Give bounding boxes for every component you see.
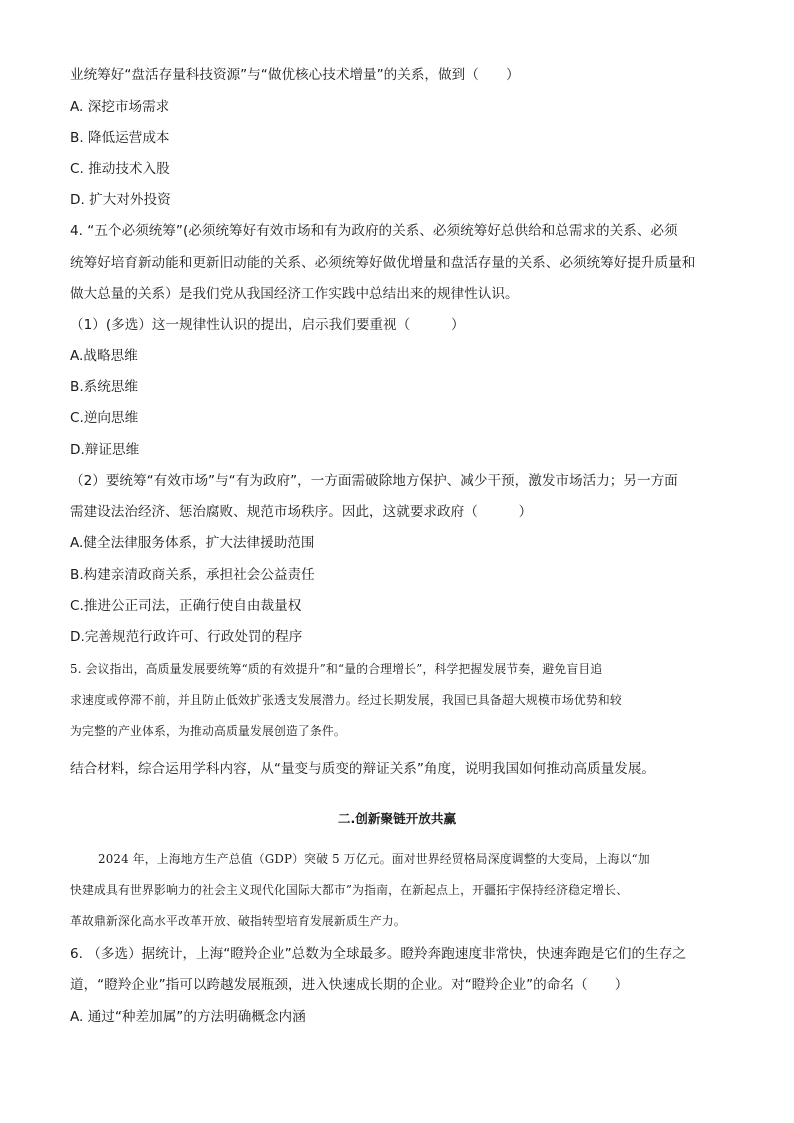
question-5-prompt: 结合材料，综合运用学科内容，从“量变与质变的辩证关系”角度，说明我国如何推动高质量发展。 — [70, 761, 656, 777]
q4-2-option-d: D.完善规范行政许可、行政处罚的程序 — [70, 629, 303, 645]
question-4-2-stem-line-1: （2）要统筹“有效市场”与“有为政府”，一方面需破除地方保护、减少干预，激发市场活力；另一方面 — [70, 473, 678, 489]
section-material-line-1: 2024 年，上海地方生产总值（GDP）突破 5 万亿元。面对世界经贸格局深度调整的大变局，上海以“加 — [98, 852, 650, 866]
q6-option-a: A. 通过“种差加属”的方法明确概念内涵 — [70, 1009, 306, 1025]
q3-option-a: A. 深挖市场需求 — [70, 99, 170, 115]
question-6-stem-line-2: 道，“瞪羚企业”指可以跨越发展瓶颈，进入快速成长期的企业。对“瞪羚企业”的命名（ ） — [70, 977, 629, 993]
q3-option-b: B. 降低运营成本 — [70, 130, 170, 146]
q4-1-option-b: B.系统思维 — [70, 379, 139, 395]
q3-option-c: C. 推动技术入股 — [70, 161, 170, 177]
section-title: 二.创新聚链开放共赢 — [337, 811, 457, 826]
question-4-stem-line-3: 做大总量的关系）是我们党从我国经济工作实践中总结出来的规律性认识。 — [70, 286, 519, 302]
question-5-material-line-2: 求速度或停滞不前，并且防止低效扩张透支发展潜力。经过长期发展，我国已具备超大规模市场优势和较 — [70, 693, 622, 707]
question-4-1-stem: （1）(多选）这一规律性认识的提出，启示我们要重视（ ） — [70, 317, 465, 333]
question-5-material-line-1: 5. 会议指出，高质量发展要统筹“质的有效提升”和“量的合理增长”，科学把握发展节奏，避免盲目追 — [70, 662, 603, 676]
section-material-line-3: 革故鼎新深化高水平改革开放、破指转型培育发展新质生产力。 — [70, 914, 406, 928]
q4-2-option-b: B.构建亲清政商关系，承担社会公益责任 — [70, 567, 315, 583]
question-5-material-line-3: 为完整的产业体系，为推动高质量发展创造了条件。 — [70, 724, 346, 738]
q4-2-option-c: C.推进公正司法，正确行使自由裁量权 — [70, 598, 302, 614]
question-4-2-stem-line-2: 需建设法治经济、惩治腐败、规范市场秩序。因此，这就要求政府（ ） — [70, 504, 533, 520]
q4-1-option-c: C.逆向思维 — [70, 410, 139, 426]
q4-2-option-a: A.健全法律服务体系，扩大法律援助范围 — [70, 535, 315, 551]
question-3-stem-end: 业统筹好“盘活存量科技资源”与“做优核心技术增量”的关系，做到（ ） — [70, 67, 520, 83]
question-4-stem-line-2: 统筹好培育新动能和更新旧动能的关系、必须统筹好做优增量和盘活存量的关系、必须统筹好提升质量和 — [70, 255, 696, 271]
q4-1-option-d: D.辩证思维 — [70, 442, 140, 458]
q3-option-d: D. 扩大对外投资 — [70, 192, 171, 208]
section-material-line-2: 快建成具有世界影响力的社会主义现代化国际大都市”为指南，在新起点上，开疆拓宇保持经济稳定增长、 — [70, 883, 629, 897]
question-6-stem-line-1: 6. （多选）据统计，上海“瞪羚企业”总数为全球最多。瞪羚奔跑速度非常快，快速奔跑是它们的生存之 — [70, 946, 686, 962]
question-4-stem-line-1: 4. “五个必须统筹”(必须统筹好有效市场和有为政府的关系、必须统筹好总供给和总需求的关系、必须 — [70, 223, 678, 239]
q4-1-option-a: A.战略思维 — [70, 348, 138, 364]
